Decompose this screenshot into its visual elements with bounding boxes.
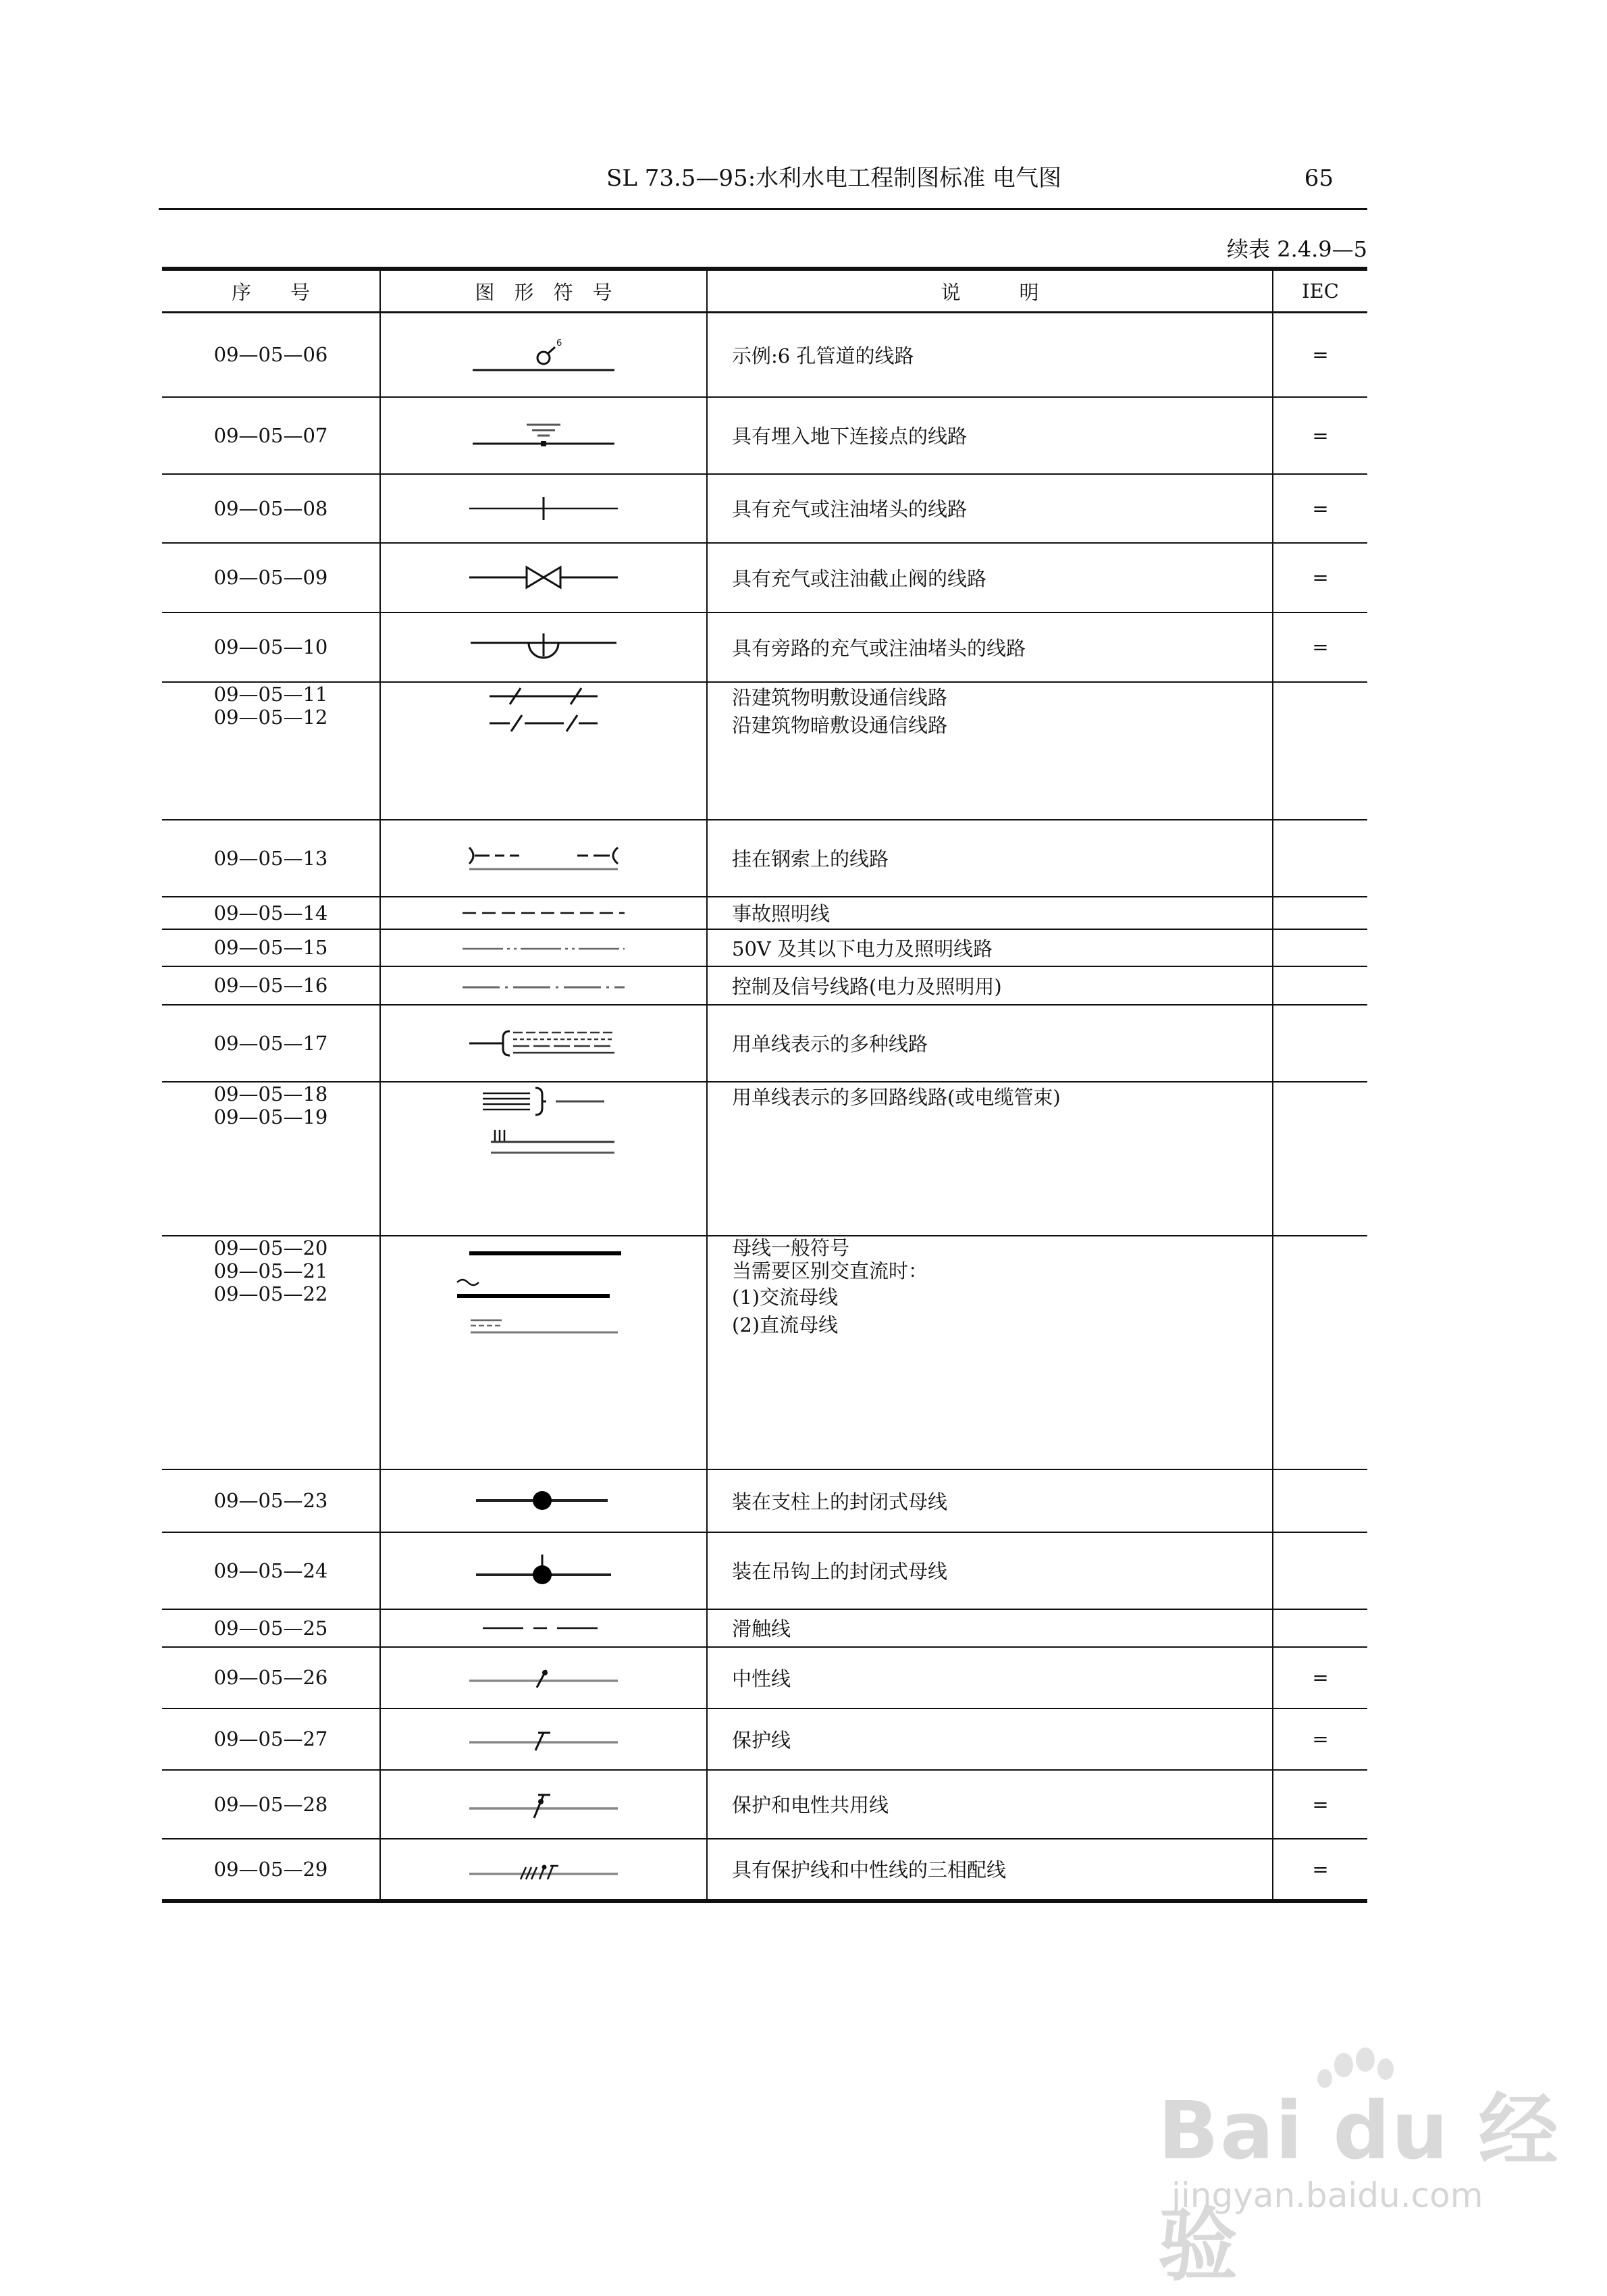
row-iec bbox=[1273, 1005, 1367, 1082]
page-number: 65 bbox=[1304, 165, 1334, 192]
multi-circuit-line-icon bbox=[456, 1082, 631, 1123]
row-code: 09—05—22 bbox=[213, 1282, 328, 1305]
row-description: 具有旁路的充气或注油堵头的线路 bbox=[707, 612, 1273, 682]
row-iec bbox=[1273, 929, 1367, 966]
row-description: 示例:6 孔管道的线路 bbox=[707, 313, 1273, 397]
row-code: 09—05—10 bbox=[162, 612, 380, 682]
row-symbol bbox=[380, 820, 707, 897]
row-iec: = bbox=[1273, 612, 1367, 682]
row-iec bbox=[1273, 820, 1367, 897]
table-row bbox=[162, 1532, 1367, 1609]
row-iec: = bbox=[1273, 543, 1367, 612]
row-description: 用单线表示的多回路线路(或电缆管束) bbox=[732, 1085, 1061, 1109]
row-code: 09—05—18 bbox=[213, 1082, 328, 1105]
row-iec bbox=[1273, 966, 1367, 1005]
table-row bbox=[162, 474, 1367, 543]
table-header-row bbox=[162, 269, 1367, 313]
table-row bbox=[162, 897, 1367, 929]
post-busbar-icon bbox=[456, 1484, 631, 1517]
row-symbol bbox=[380, 929, 707, 966]
table-row bbox=[162, 682, 1367, 820]
row-description: 保护线 bbox=[707, 1708, 1273, 1770]
exposed-comm-line-icon bbox=[463, 683, 625, 710]
row-symbol bbox=[380, 1532, 707, 1609]
row-code: 09—05—13 bbox=[162, 820, 380, 897]
row-iec: = bbox=[1273, 1708, 1367, 1770]
table-caption: 续表 2.4.9—5 bbox=[1227, 236, 1367, 262]
page-header bbox=[159, 162, 1367, 210]
watermark-url: jingyan.baidu.com bbox=[1171, 2176, 1483, 2215]
col-header-description: 说 明 bbox=[707, 269, 1273, 313]
row-description: 沿建筑物明敷设通信线路 bbox=[732, 685, 948, 709]
table-row bbox=[162, 543, 1367, 612]
row-description: 装在支柱上的封闭式母线 bbox=[707, 1469, 1273, 1532]
row-code: 09—05—27 bbox=[162, 1708, 380, 1770]
row-code: 09—05—15 bbox=[162, 929, 380, 966]
table-row bbox=[162, 929, 1367, 966]
row-code: 09—05—16 bbox=[162, 966, 380, 1005]
row-description: (1)交流母线 bbox=[732, 1285, 839, 1309]
row-iec bbox=[1273, 1532, 1367, 1609]
buried-joint-line-icon bbox=[463, 415, 625, 456]
col-header-symbol: 图 形 符 号 bbox=[380, 269, 707, 313]
row-iec: = bbox=[1273, 1839, 1367, 1901]
row-symbol bbox=[380, 897, 707, 929]
table-row bbox=[162, 966, 1367, 1005]
table-row bbox=[162, 1609, 1367, 1647]
row-symbol bbox=[380, 966, 707, 1005]
row-symbol-group bbox=[380, 1082, 707, 1236]
row-symbol bbox=[380, 1005, 707, 1082]
table-row bbox=[162, 1469, 1367, 1532]
watermark-brand: Bai du 经验 bbox=[1158, 2084, 1560, 2292]
row-iec: = bbox=[1273, 474, 1367, 543]
row-description: 控制及信号线路(电力及照明用) bbox=[707, 966, 1273, 1005]
row-code: 09—05—07 bbox=[162, 397, 380, 474]
row-code: 09—05—17 bbox=[162, 1005, 380, 1082]
svg-text:6: 6 bbox=[556, 338, 562, 349]
table-row bbox=[162, 1839, 1367, 1901]
col-header-iec: IEC bbox=[1273, 269, 1367, 313]
low-voltage-line-icon bbox=[456, 937, 631, 958]
table-row bbox=[162, 313, 1367, 397]
row-description: 具有充气或注油截止阀的线路 bbox=[707, 543, 1273, 612]
pen-line-icon bbox=[456, 1785, 631, 1823]
trolley-line-icon bbox=[456, 1618, 631, 1638]
table-row bbox=[162, 1236, 1367, 1469]
row-iec bbox=[1273, 1609, 1367, 1647]
row-code: 09—05—06 bbox=[162, 313, 380, 397]
table-row bbox=[162, 397, 1367, 474]
row-code: 09—05—23 bbox=[162, 1469, 380, 1532]
three-phase-pe-n-icon bbox=[456, 1852, 631, 1886]
row-description: 50V 及其以下电力及照明线路 bbox=[707, 929, 1273, 966]
row-code: 09—05—24 bbox=[162, 1532, 380, 1609]
table-row bbox=[162, 1770, 1367, 1839]
table-row bbox=[162, 1708, 1367, 1770]
row-description: (2)直流母线 bbox=[732, 1313, 839, 1336]
row-code: 09—05—12 bbox=[213, 705, 328, 729]
row-description-group bbox=[707, 1236, 1273, 1469]
row-symbol bbox=[380, 1839, 707, 1901]
row-iec bbox=[1273, 682, 1367, 820]
col-header-code: 序 号 bbox=[162, 269, 380, 313]
row-symbol-group bbox=[380, 1236, 707, 1469]
row-symbol bbox=[380, 474, 707, 543]
row-iec: = bbox=[1273, 313, 1367, 397]
bypass-stop-line-icon bbox=[463, 628, 625, 666]
control-signal-line-icon bbox=[456, 975, 631, 995]
row-description: 用单线表示的多种线路 bbox=[707, 1005, 1273, 1082]
row-iec: = bbox=[1273, 1647, 1367, 1708]
row-code: 09—05—21 bbox=[213, 1259, 328, 1282]
row-symbol bbox=[380, 612, 707, 682]
row-iec: = bbox=[1273, 397, 1367, 474]
protective-line-icon bbox=[456, 1722, 631, 1756]
row-symbol bbox=[380, 397, 707, 474]
row-description-note: 当需要区别交直流时： bbox=[732, 1259, 928, 1282]
row-description: 保护和电性共用线 bbox=[707, 1770, 1273, 1839]
row-iec: = bbox=[1273, 1770, 1367, 1839]
row-symbol bbox=[380, 1609, 707, 1647]
concealed-comm-line-icon bbox=[463, 710, 625, 737]
row-code: 09—05—28 bbox=[162, 1770, 380, 1839]
messenger-wire-line-icon bbox=[456, 838, 631, 879]
row-code-group bbox=[162, 682, 380, 820]
row-description-group bbox=[707, 682, 1273, 820]
ac-busbar-icon bbox=[456, 1270, 631, 1311]
row-description: 装在吊钩上的封闭式母线 bbox=[707, 1532, 1273, 1609]
row-symbol bbox=[380, 1647, 707, 1708]
row-code: 09—05—08 bbox=[162, 474, 380, 543]
table-row bbox=[162, 1005, 1367, 1082]
row-description: 挂在钢索上的线路 bbox=[707, 820, 1273, 897]
row-code: 09—05—11 bbox=[213, 682, 328, 706]
row-description: 事故照明线 bbox=[707, 897, 1273, 929]
busbar-icon bbox=[456, 1236, 631, 1270]
row-iec bbox=[1273, 1082, 1367, 1236]
table-row bbox=[162, 820, 1367, 897]
row-iec bbox=[1273, 1469, 1367, 1532]
single-line-multi-icon bbox=[456, 1023, 631, 1064]
row-description: 滑触线 bbox=[707, 1609, 1273, 1647]
row-code-group bbox=[162, 1236, 380, 1469]
header-title: SL 73.5—95:水利水电工程制图标准 电气图 bbox=[606, 165, 1061, 192]
row-description: 中性线 bbox=[707, 1647, 1273, 1708]
symbol-table bbox=[162, 267, 1367, 1903]
neutral-line-icon bbox=[456, 1661, 631, 1694]
row-iec bbox=[1273, 897, 1367, 929]
row-symbol bbox=[380, 543, 707, 612]
row-symbol-group bbox=[380, 682, 707, 820]
table-row bbox=[162, 1647, 1367, 1708]
row-code: 09—05—29 bbox=[162, 1839, 380, 1901]
row-description-group bbox=[707, 1082, 1273, 1236]
row-symbol bbox=[380, 313, 707, 397]
row-description: 具有充气或注油堵头的线路 bbox=[707, 474, 1273, 543]
row-iec bbox=[1273, 1236, 1367, 1469]
row-code: 09—05—25 bbox=[162, 1609, 380, 1647]
row-symbol bbox=[380, 1708, 707, 1770]
row-code: 09—05—09 bbox=[162, 543, 380, 612]
hook-busbar-icon bbox=[456, 1550, 631, 1591]
gas-oil-stop-line-icon bbox=[463, 492, 625, 525]
row-symbol bbox=[380, 1469, 707, 1532]
row-code: 09—05—26 bbox=[162, 1647, 380, 1708]
multi-circuit-line-alt-icon bbox=[456, 1123, 631, 1164]
table-row bbox=[162, 1082, 1367, 1236]
row-description: 母线一般符号 bbox=[732, 1236, 850, 1259]
row-description: 具有保护线和中性线的三相配线 bbox=[707, 1839, 1273, 1901]
gas-oil-valve-line-icon bbox=[463, 560, 625, 594]
row-code: 09—05—20 bbox=[213, 1236, 328, 1259]
emergency-lighting-line-icon bbox=[456, 903, 631, 923]
row-description: 沿建筑物暗敷设通信线路 bbox=[732, 713, 948, 737]
row-symbol bbox=[380, 1770, 707, 1839]
dc-busbar-icon bbox=[456, 1311, 631, 1345]
row-code-group bbox=[162, 1082, 380, 1236]
row-code: 09—05—19 bbox=[213, 1105, 328, 1128]
duct-line-6-icon bbox=[463, 331, 625, 378]
table-row bbox=[162, 612, 1367, 682]
row-description: 具有埋入地下连接点的线路 bbox=[707, 397, 1273, 474]
row-code: 09—05—14 bbox=[162, 897, 380, 929]
